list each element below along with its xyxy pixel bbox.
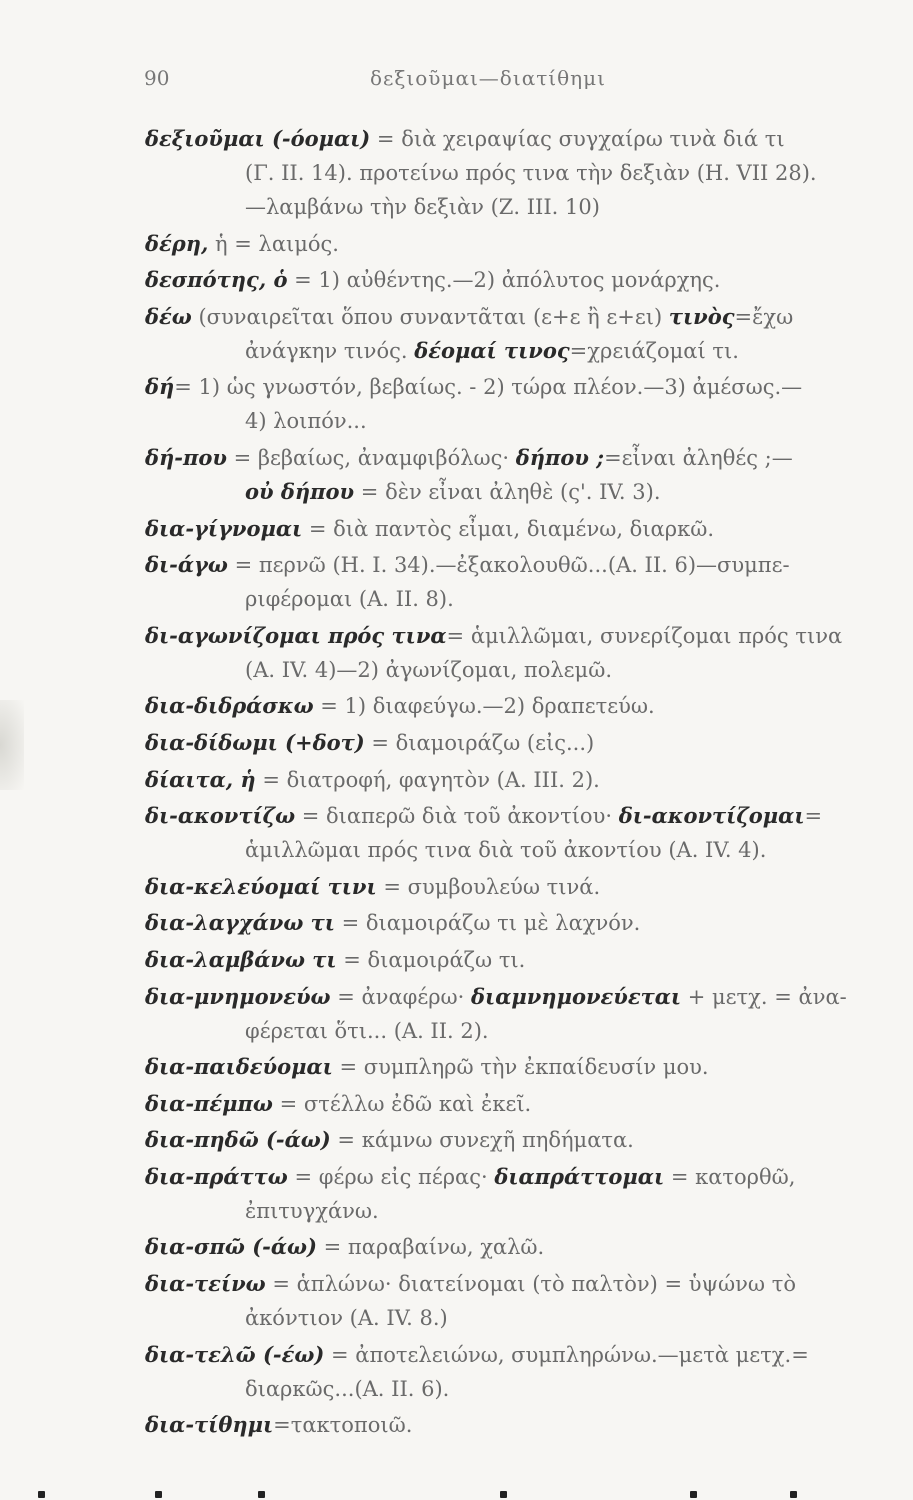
entry-subheadword: δέομαί τινος — [414, 337, 570, 363]
entry-headword: δέω — [145, 303, 192, 329]
entry-definition: =χρειάζομαί τι. — [569, 338, 739, 363]
dictionary-entry — [145, 370, 905, 438]
entry-definition: = συμπληρῶ τὴν ἐκπαίδευσίν μου. — [332, 1055, 709, 1080]
entry-definition: = δὲν εἶναι ἀληθὲ (ς'. IV. 3). — [354, 479, 661, 504]
dictionary-entry — [145, 548, 905, 616]
entry-headword: δια-γίγνομαι — [145, 515, 303, 541]
entry-first-line — [145, 1160, 905, 1194]
entry-definition: = — [804, 804, 823, 829]
dictionary-entry — [145, 1123, 905, 1157]
dictionary-entry — [145, 1160, 905, 1228]
entry-continuation-line — [145, 653, 905, 687]
entry-continuation-line — [145, 156, 905, 190]
entry-continuation-line — [145, 1014, 905, 1048]
edge-mark — [155, 1491, 162, 1498]
entry-headword: δή-που — [145, 444, 227, 470]
dictionary-entry — [145, 906, 905, 940]
dictionary-entry — [145, 619, 905, 687]
entry-continuation-line — [145, 190, 905, 224]
entry-definition: ἀνάγκην τινός. — [245, 338, 415, 363]
dictionary-entry — [145, 980, 905, 1048]
entry-headword: δια-σπῶ (-άω) — [145, 1234, 317, 1260]
entry-first-line — [145, 441, 905, 475]
entry-first-line — [145, 1338, 905, 1372]
dictionary-entry — [145, 726, 905, 760]
entry-definition: = παραβαίνω, χαλῶ. — [316, 1235, 545, 1260]
entry-first-line — [145, 263, 905, 297]
entry-definition: = διαμοιράζω τι μὲ λαχνόν. — [334, 911, 641, 936]
running-head: δεξιοῦμαι—διατίθημι — [370, 66, 606, 90]
entry-first-line — [145, 689, 905, 723]
dictionary-entry — [145, 263, 905, 297]
entry-first-line — [145, 870, 905, 904]
entry-definition: = διαμοιράζω (εἰς...) — [364, 730, 595, 755]
edge-mark — [690, 1491, 697, 1498]
entry-first-line — [145, 1087, 905, 1121]
dictionary-entry — [145, 441, 905, 509]
entry-subheadword: δήπου ; — [515, 444, 605, 470]
entry-definition: ἀκόντιον (Α. IV. 8.) — [245, 1306, 448, 1331]
entry-headword: δια-πέμπω — [145, 1090, 273, 1116]
entry-definition: (συναιρεῖται ὅπου συναντᾶται (ε+ε ἢ ε+ει) — [191, 304, 669, 329]
dictionary-entry — [145, 300, 905, 368]
entry-headword: δια-λαμβάνω τι — [145, 946, 337, 972]
entry-definition: (Α. IV. 4)—2) ἀγωνίζομαι, πολεμῶ. — [245, 657, 613, 682]
entry-headword: δια-τίθημι — [145, 1412, 274, 1438]
entry-definition: ἐπιτυγχάνω. — [245, 1198, 379, 1223]
page-number: 90 — [144, 66, 170, 90]
dictionary-entry — [145, 1230, 905, 1264]
entry-first-line — [145, 1230, 905, 1264]
entry-subheadword: οὐ δήπου — [245, 478, 355, 504]
entry-definition: = διαμοιράζω τι. — [336, 947, 526, 972]
entry-headword: δια-πράττω — [145, 1163, 288, 1189]
dictionary-entry — [145, 512, 905, 546]
entry-definition: =ἔχω — [734, 304, 794, 329]
entry-first-line — [145, 906, 905, 940]
edge-mark — [258, 1491, 265, 1498]
entry-definition: = 1) ὡς γνωστόν, βεβαίως. - 2) τώρα πλέον.—3) ἀμέσως.— — [174, 375, 803, 400]
page-stain — [0, 700, 24, 790]
entry-definition: ἁμιλλῶμαι πρός τινα διὰ τοῦ ἀκοντίου (Α. IV. 4). — [245, 838, 767, 863]
entry-headword: δι-άγω — [145, 552, 228, 578]
entry-first-line — [145, 726, 905, 760]
dictionary-entry — [145, 1087, 905, 1121]
entry-definition: + μετχ. = ἀνα- — [681, 984, 847, 1009]
edge-mark — [38, 1491, 45, 1498]
entry-definition: 4) λοιπόν... — [245, 409, 367, 434]
edge-mark — [500, 1491, 507, 1498]
entry-subheadword: δι-ακοντίζομαι — [618, 803, 805, 829]
entry-first-line — [145, 227, 905, 261]
entry-definition: ἡ = λαιμός. — [208, 231, 339, 256]
entry-continuation-line — [145, 334, 905, 368]
entry-continuation-line — [145, 404, 905, 438]
entry-first-line — [145, 799, 905, 833]
entry-definition: διαρκῶς...(Α. ΙΙ. 6). — [245, 1376, 450, 1401]
entry-first-line — [145, 763, 905, 797]
dictionary-entry — [145, 1408, 905, 1442]
entry-definition: = περνῶ (Η. Ι. 34).—ἐξακολουθῶ...(Α. ΙΙ. 6)—συμπε- — [227, 553, 790, 578]
dictionary-entry — [145, 763, 905, 797]
entry-first-line — [145, 1123, 905, 1157]
entry-continuation-line — [145, 475, 905, 509]
entry-definition: =εἶναι ἀληθές ;— — [604, 445, 793, 470]
entry-definition: = φέρω εἰς πέρας· — [287, 1164, 495, 1189]
entry-definition: —λαμβάνω τὴν δεξιὰν (Ζ. ΙΙΙ. 10) — [245, 195, 600, 219]
entry-definition: = 1) αὐθέντης.—2) ἀπόλυτος μονάρχης. — [287, 268, 721, 293]
entry-first-line — [145, 943, 905, 977]
entry-headword: δια-διδράσκω — [145, 693, 314, 719]
dictionary-entry — [145, 870, 905, 904]
bottom-edge-marks — [0, 1490, 913, 1500]
entry-continuation-line — [145, 582, 905, 616]
entry-first-line — [145, 619, 905, 653]
entry-subheadword: διαμνημονεύεται — [471, 983, 682, 1009]
entry-first-line — [145, 1267, 905, 1301]
entry-headword: δι-ακοντίζω — [145, 803, 296, 829]
dictionary-entry — [145, 943, 905, 977]
entry-definition: = ἁμιλλῶμαι, συνερίζομαι πρός τινα — [446, 623, 843, 648]
dictionary-entry — [145, 1338, 905, 1406]
entry-first-line — [145, 548, 905, 582]
entry-definition: = κάμνω συνεχῆ πηδήματα. — [330, 1128, 634, 1153]
entry-headword: δια-παιδεύομαι — [145, 1054, 333, 1080]
entry-definition: φέρεται ὅτι... (Α. ΙΙ. 2). — [245, 1018, 489, 1043]
entry-headword: δια-λαγχάνω τι — [145, 910, 335, 936]
entry-subheadword: τινὸς — [668, 303, 735, 329]
dictionary-entry — [145, 227, 905, 261]
entry-first-line — [145, 512, 905, 546]
dictionary-entry — [145, 689, 905, 723]
entry-definition: = βεβαίως, ἀναμφιβόλως· — [226, 445, 516, 470]
entry-headword: δεξιοῦμαι (-όομαι) — [145, 126, 371, 151]
dictionary-entries — [145, 122, 905, 1445]
entry-definition: = ἀποτελειώνω, συμπληρώνω.—μετὰ μετχ.= — [324, 1342, 809, 1367]
entry-headword: δίαιτα, ἡ — [145, 766, 256, 792]
dictionary-entry — [145, 1267, 905, 1335]
entry-definition: (Γ. ΙΙ. 14). προτείνω πρός τινα τὴν δεξιὰν (Η. VII 28). — [245, 161, 817, 185]
entry-continuation-line — [145, 1301, 905, 1335]
entry-definition: = στέλλω ἐδῶ καὶ ἐκεῖ. — [272, 1091, 532, 1116]
entry-definition: = διὰ χειραψίας συγχαίρω τινὰ διά τι — [370, 127, 785, 151]
entry-headword: δια-κελεύομαί τινι — [145, 873, 377, 899]
entry-first-line — [145, 122, 905, 156]
entry-definition: = ἁπλώνω· διατείνομαι (τὸ παλτὸν) = ὑψώνω τὸ — [265, 1272, 796, 1297]
entry-definition: = συμβουλεύω τινά. — [376, 874, 601, 899]
entry-first-line — [145, 370, 905, 404]
dictionary-entry — [145, 122, 905, 224]
entry-definition: =τακτοποιῶ. — [273, 1413, 413, 1438]
entry-subheadword: διαπράττομαι — [494, 1163, 665, 1189]
edge-mark — [790, 1491, 797, 1498]
entry-definition: = κατορθῶ, — [664, 1164, 796, 1189]
entry-first-line — [145, 300, 905, 334]
entry-headword: δι-αγωνίζομαι πρός τινα — [145, 622, 447, 648]
entry-headword: δέρη, — [145, 230, 209, 256]
entry-definition: = διαπερῶ διὰ τοῦ ἀκοντίου· — [295, 804, 619, 829]
entry-definition: ριφέρομαι (Α. ΙΙ. 8). — [245, 587, 454, 612]
entry-continuation-line — [145, 1372, 905, 1406]
entry-headword: δια-μνημονεύω — [145, 983, 331, 1009]
entry-headword: δεσπότης, ὁ — [145, 267, 288, 293]
entry-continuation-line — [145, 1194, 905, 1228]
entry-definition: = διὰ παντὸς εἶμαι, διαμένω, διαρκῶ. — [302, 516, 715, 541]
entry-headword: δή — [145, 374, 175, 400]
entry-headword: δια-δίδωμι (+δοτ) — [145, 729, 365, 755]
entry-headword: δια-τελῶ (-έω) — [145, 1341, 325, 1367]
entry-first-line — [145, 980, 905, 1014]
entry-first-line — [145, 1408, 905, 1442]
entry-definition: = 1) διαφεύγω.—2) δραπετεύω. — [313, 694, 655, 719]
dictionary-entry — [145, 1050, 905, 1084]
entry-headword: δια-πηδῶ (-άω) — [145, 1127, 331, 1153]
entry-continuation-line — [145, 833, 905, 867]
dictionary-entry — [145, 799, 905, 867]
entry-first-line — [145, 1050, 905, 1084]
entry-definition: = διατροφή, φαγητὸν (Α. ΙΙΙ. 2). — [255, 767, 600, 792]
entry-headword: δια-τείνω — [145, 1271, 266, 1297]
entry-definition: = ἀναφέρω· — [330, 984, 472, 1009]
page-header — [0, 66, 913, 96]
